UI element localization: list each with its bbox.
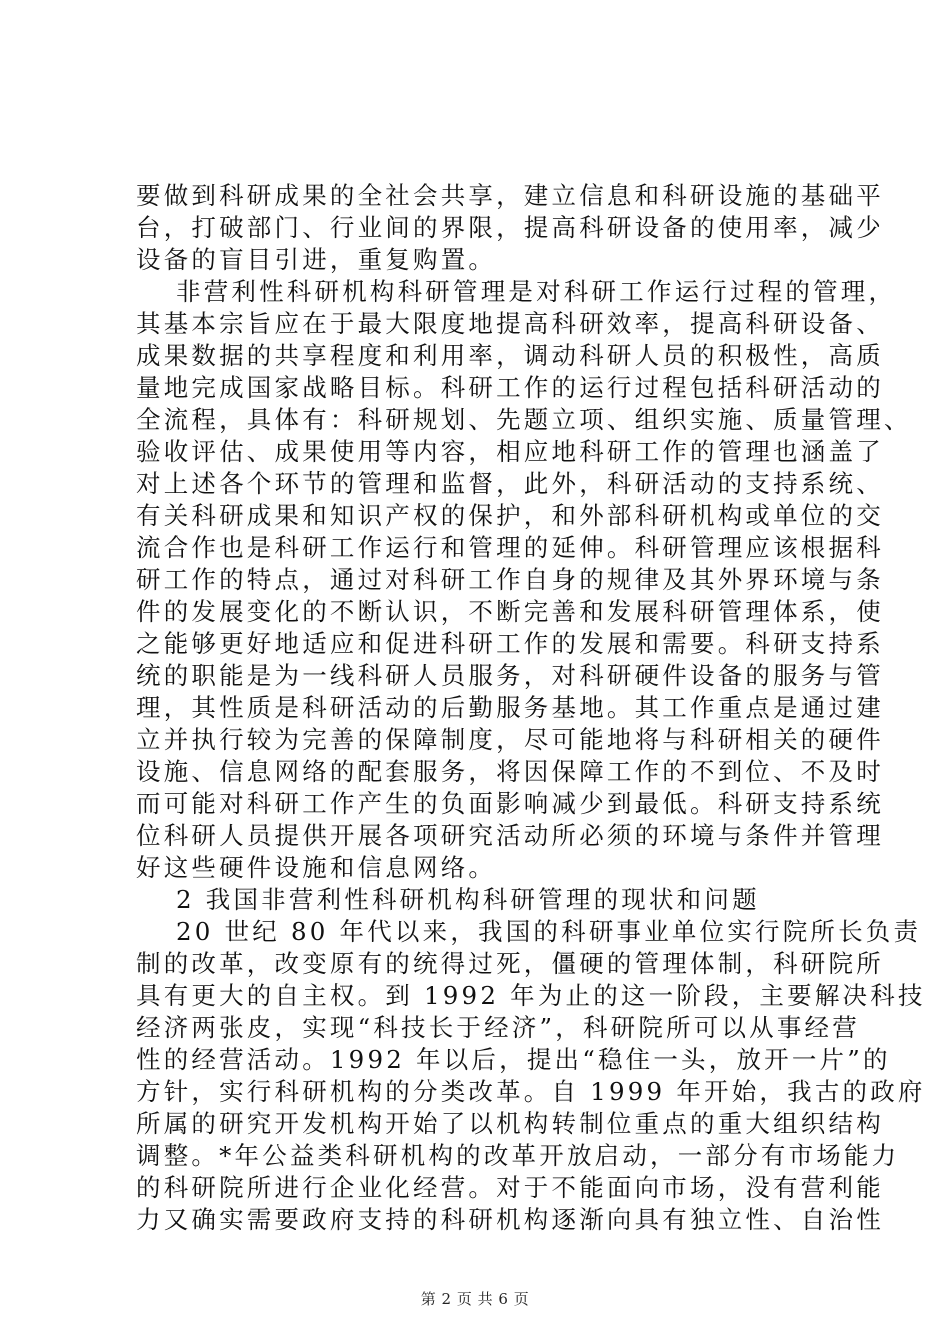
text-line: 性的经营活动。1992 年以后，提出“稳住一头，放开一片”的 (136, 1045, 891, 1074)
text-line: 经济两张皮，实现“科技长于经济”，科研院所可以从事经营 (136, 1013, 860, 1042)
text-line: 之能够更好地适应和促进科研工作的发展和需要。科研支持系 (136, 629, 884, 658)
text-line: 全流程，具体有：科研规划、先题立项、组织实施、质量管理、 (136, 405, 912, 434)
text-line: 理，其性质是科研活动的后勤服务基地。其工作重点是通过建 (136, 693, 884, 722)
text-line: 立并执行较为完善的保障制度，尽可能地将与科研相关的硬件 (136, 725, 884, 754)
page-footer: 第 2 页 共 6 页 (420, 1290, 530, 1308)
text-line: 台，打破部门、行业间的界限，提高科研设备的使用率，减少 (136, 213, 884, 242)
text-line: 所属的研究开发机构开始了以机构转制位重点的重大组织结构 (136, 1109, 884, 1138)
text-line: 位科研人员提供开展各项研究活动所必须的环境与条件并管理 (136, 821, 884, 850)
text-line: 其基本宗旨应在于最大限度地提高科研效率，提高科研设备、 (136, 309, 884, 338)
text-line: 具有更大的自主权。到 1992 年为止的这一阶段，主要解决科技 (136, 981, 926, 1010)
paragraph-start-line: 20 世纪 80 年代以来，我国的科研事业单位实行院所长负责 (176, 917, 922, 946)
text-line: 的科研院所进行企业化经营。对于不能面向市场，没有营利能 (136, 1173, 884, 1202)
text-line: 统的职能是为一线科研人员服务，对科研硬件设备的服务与管 (136, 661, 884, 690)
text-line: 设备的盲目引进，重复购置。 (136, 245, 497, 274)
text-line: 方针，实行科研机构的分类改革。自 1999 年开始，我古的政府 (136, 1077, 926, 1106)
text-line: 而可能对科研工作产生的负面影响减少到最低。科研支持系统 (136, 789, 884, 818)
text-line: 设施、信息网络的配套服务，将因保障工作的不到位、不及时 (136, 757, 884, 786)
text-line: 成果数据的共享程度和利用率，调动科研人员的积极性，高质 (136, 341, 884, 370)
text-line: 件的发展变化的不断认识，不断完善和发展科研管理体系，使 (136, 597, 884, 626)
text-line: 研工作的特点，通过对科研工作自身的规律及其外界环境与条 (136, 565, 884, 594)
text-line: 制的改革，改变原有的统得过死，僵硬的管理体制，科研院所 (136, 949, 884, 978)
section-heading: 2 我国非营利性科研机构科研管理的现状和问题 (176, 885, 760, 914)
text-line: 好这些硬件设施和信息网络。 (136, 853, 497, 882)
text-line: 验收评估、成果使用等内容，相应地科研工作的管理也涵盖了 (136, 437, 884, 466)
text-line: 流合作也是科研工作运行和管理的延伸。科研管理应该根据科 (136, 533, 884, 562)
text-line: 要做到科研成果的全社会共享，建立信息和科研设施的基础平 (136, 181, 884, 210)
text-line: 调整。*年公益类科研机构的改革开放启动，一部分有市场能力 (136, 1141, 900, 1170)
text-line: 有关科研成果和知识产权的保护，和外部科研机构或单位的交 (136, 501, 884, 530)
text-line: 力又确实需要政府支持的科研机构逐渐向具有独立性、自治性 (136, 1205, 884, 1234)
text-line: 对上述各个环节的管理和监督，此外，科研活动的支持系统、 (136, 469, 884, 498)
text-line: 量地完成国家战略目标。科研工作的运行过程包括科研活动的 (136, 373, 884, 402)
paragraph-start-line: 非营利性科研机构科研管理是对科研工作运行过程的管理， (176, 277, 897, 306)
